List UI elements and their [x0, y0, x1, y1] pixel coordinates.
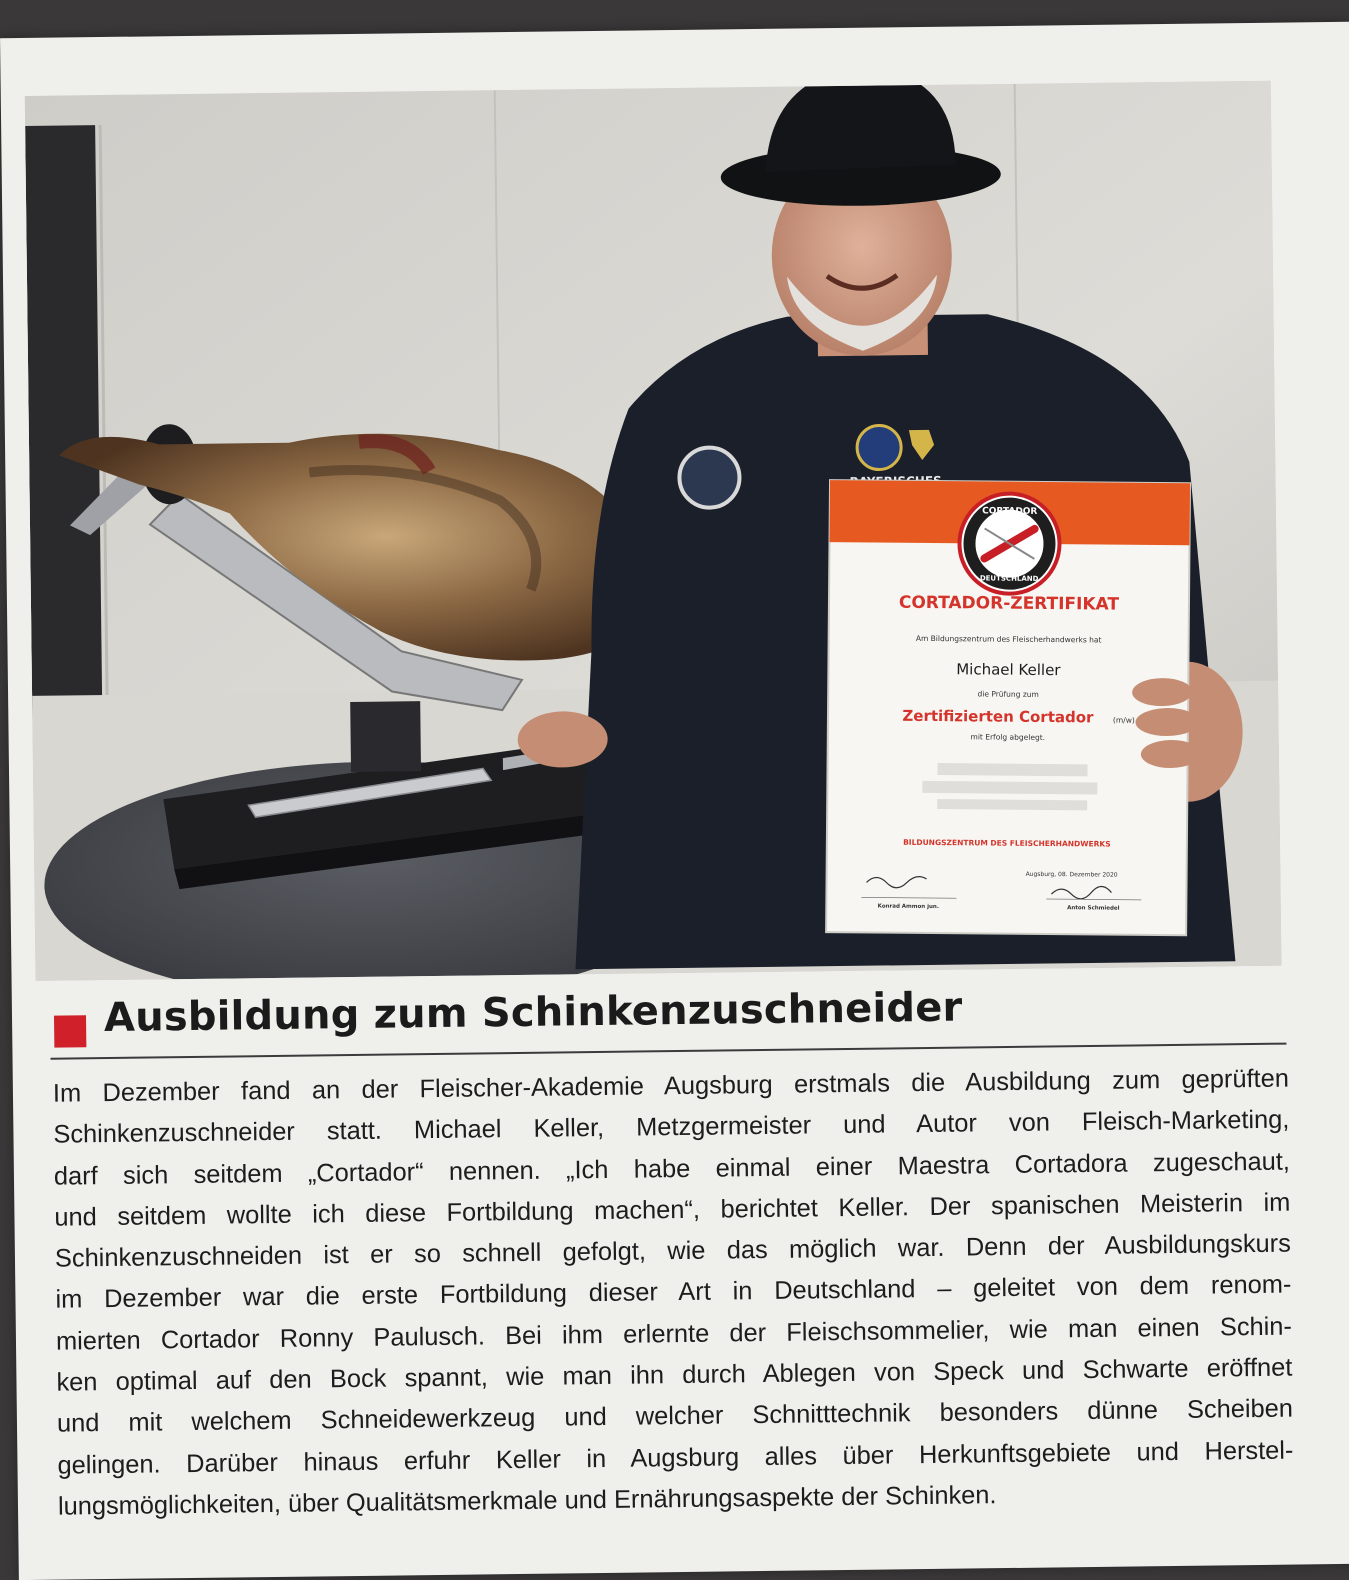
jacket-patch-left: [679, 447, 740, 508]
body-line: im Dezember war die erste Fortbildung dieser Art in Deutschland – geleitet von dem renom-: [55, 1271, 1292, 1315]
certificate-success-line: mit Erfolg abgelegt.: [970, 732, 1046, 742]
jacket-patch-right: [857, 425, 902, 470]
body-line: und mit welchem Schneidewerkzeug und welcher Schnitttechnik besonders dünne Scheiben: [56, 1394, 1294, 1439]
article-photo: [25, 81, 1282, 981]
certificate-institution: BILDUNGSZENTRUM DES FLEISCHERHANDWERKS: [903, 837, 1111, 849]
headline-marker: [54, 1015, 86, 1047]
body-line: ken optimal auf den Bock spannt, wie man ihn durch Ablegen von Speck und Schwarte eröffnet: [56, 1353, 1293, 1397]
body-line: darf sich seitdem „Cortador“ nennen. „Ich habe einmal einer Maestra Cortadora zugeschaut,: [53, 1147, 1291, 1191]
certificate-name: Michael Keller: [956, 660, 1061, 680]
body-line: mierten Cortador Ronny Paulusch. Bei ihm erlernte der Fleischsommelier, wie man einen Schin-: [55, 1312, 1293, 1356]
certificate: [826, 480, 1190, 935]
wall-pillar: [25, 125, 102, 726]
article-headline: Ausbildung zum Schinkenzuschneider: [103, 984, 963, 1042]
certificate-exam-line: die Prüfung zum: [977, 689, 1039, 699]
body-line: gelingen. Darüber hinaus erfuhr Keller in Augsburg alles über Herkunftsgebiete und Herstel-: [57, 1436, 1294, 1480]
body-line: Schinkenzuschneiden ist er so schnell gefolgt, wie das möglich war. Denn der Ausbildungskurs: [54, 1229, 1292, 1273]
certificate-intro: Am Bildungszentrum des Fleischerhandwerks hat: [915, 633, 1102, 645]
certificate-place-date: Augsburg, 08. Dezember 2020: [1025, 870, 1118, 879]
body-line: und seitdem wollte ich diese Fortbildung machen“, berichtet Keller. Der spanischen Meisterin im: [54, 1188, 1291, 1232]
certificate-watermark: [922, 763, 1097, 811]
signatory-right: Anton Schmiedel: [1067, 905, 1120, 912]
certificate-title: CORTADOR-ZERTIFIKAT: [898, 592, 1120, 615]
body-line: Im Dezember fand an der Fleischer-Akademie Augsburg erstmals die Ausbildung zum geprüften: [52, 1064, 1290, 1108]
certificate-qualification-suffix: (m/w): [1112, 715, 1135, 725]
body-line: lungsmöglichkeiten, über Qualitätsmerkmale und Ernährungsaspekte der Schinken.: [57, 1481, 997, 1521]
signatory-left: Konrad Ammon jun.: [877, 903, 939, 911]
headline-row: [46, 973, 1287, 1068]
article-body: [53, 1059, 1294, 1528]
svg-text:CORTADOR: CORTADOR: [982, 506, 1038, 517]
certificate-qualification: Zertifizierten Cortador: [902, 706, 1094, 727]
magazine-page: [0, 22, 1349, 1580]
body-line: Schinkenzuschneider statt. Michael Keller, Metzgermeister und Autor von Fleisch-Marketing,: [53, 1105, 1290, 1149]
svg-text:DEUTSCHLAND: DEUTSCHLAND: [979, 574, 1039, 583]
